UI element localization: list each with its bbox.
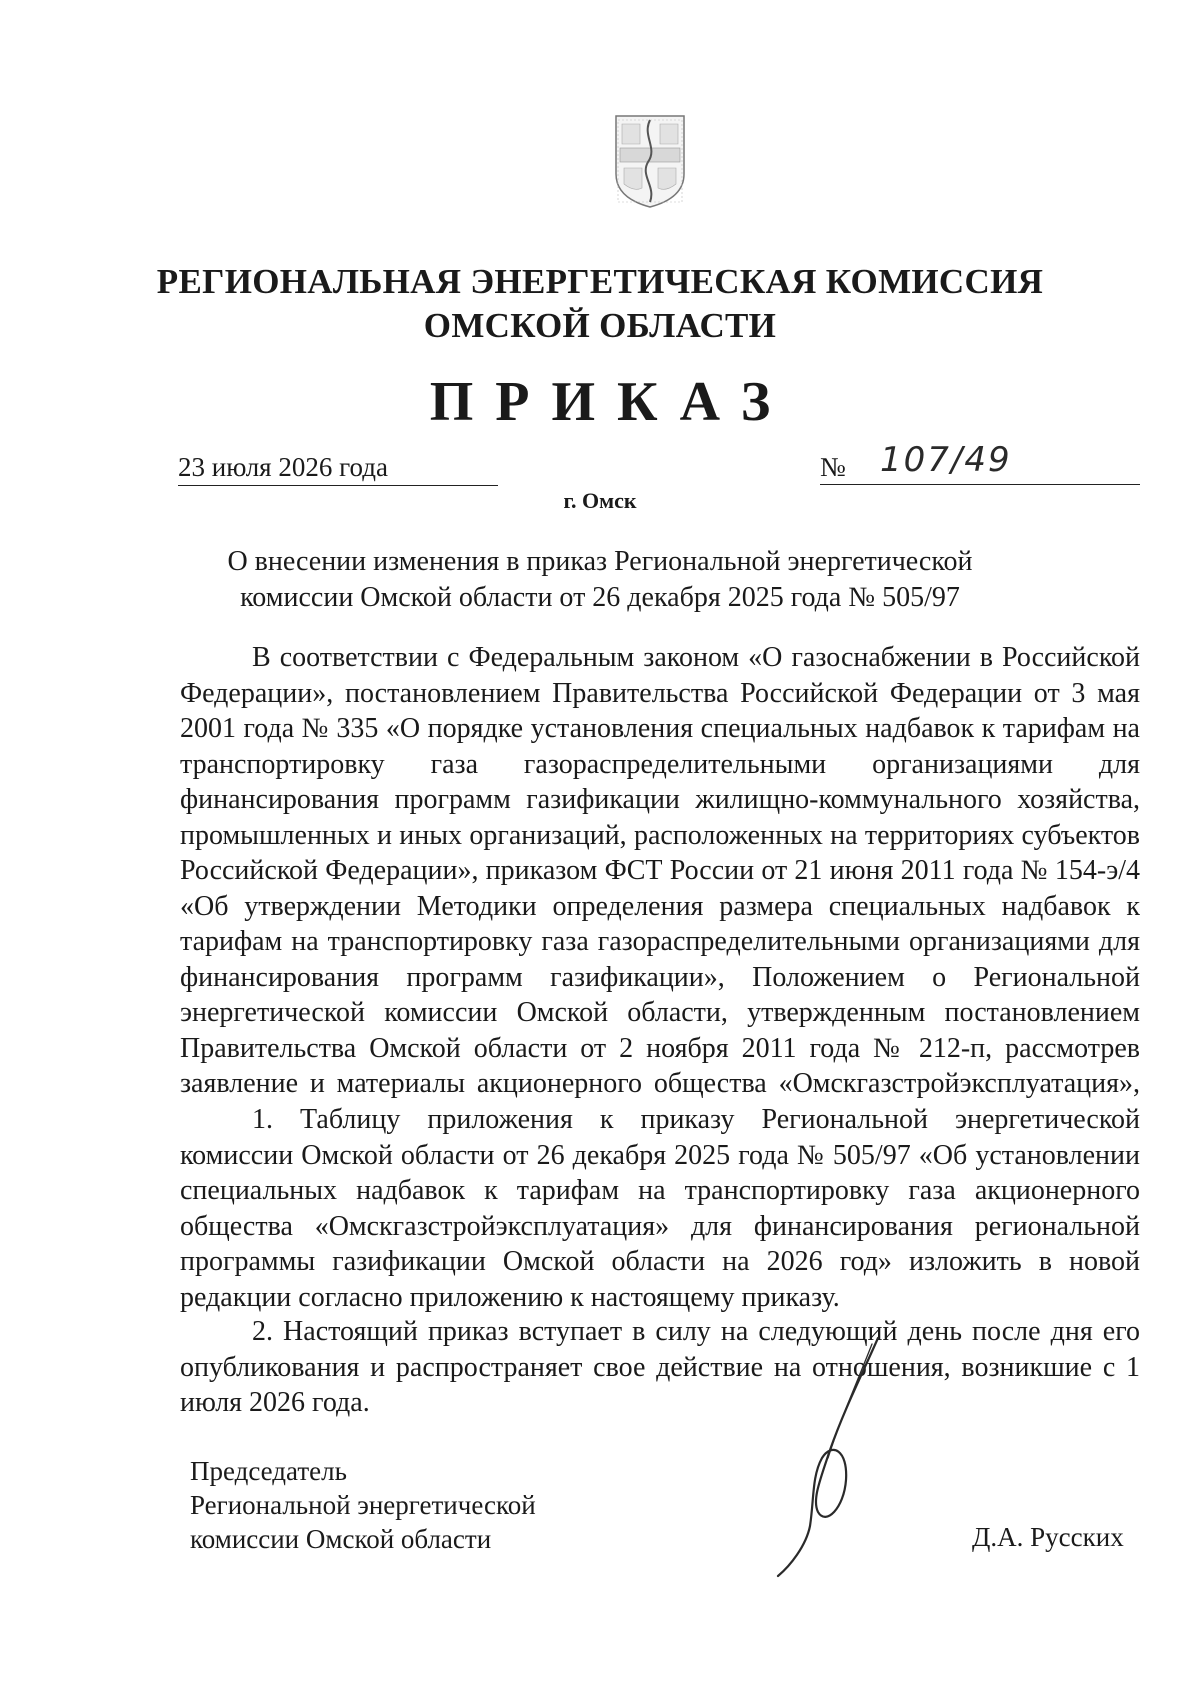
signatory-name: Д.А. Русских [972, 1522, 1124, 1552]
signatory-title [190, 1454, 536, 1556]
subject-line2: комиссии Омской области от 26 декабря 2025 года № 505/97 [240, 582, 960, 613]
organization-name-line2: ОМСКОЙ ОБЛАСТИ [423, 306, 777, 345]
order-body [180, 640, 1140, 1420]
handwritten-signature [760, 1330, 900, 1580]
order-item-1: 1. Таблицу приложения к приказу Региональной энергетической комиссии Омской области от 26 декабря 2025 года № 505/97 «Об установлении специальных надбавок к тарифам на транспортировку газа акционерного общества «Омскгазстройэксплуатация» для финансирования региональной программы газификации Омской области на 2026 год» изложить в новой редакции согласно приложению к настоящему приказу. [180, 1104, 1140, 1313]
preamble-paragraph: В соответствии с Федеральным законом «О газоснабжении в Российской Федерации», постановлением Правительства Российской Федерации от 3 мая 2001 года № 335 «О порядке установления специальных надбавок к тарифам на транспортировку газа газораспределительными организациями для финансирования программ газификации жилищно-коммунального хозяйства, промышленных и иных организаций, расположенных на территориях субъектов Российской Федерации», приказом ФСТ России от 21 июня 2011 года № 154-э/4 «Об утверждении Методики определения размера специальных надбавок к тарифам на транспортировку газа газораспределительными организациями для финансирования программ газификации», Положением о Региональной энергетической комиссии Омской области, утвержденным постановлением Правительства Омской области от 2 ноября 2011 года № 212-п, рассмотрев заявление и материалы акционерного общества «Омскгазстройэксплуатация», [180, 642, 1140, 1099]
document-number: 107/49 [880, 440, 1012, 480]
number-label: № [820, 452, 846, 482]
signatory-title-line3: комиссии Омской области [190, 1524, 492, 1554]
coat-of-arms-icon [612, 112, 688, 210]
signatory-title-line1: Председатель [190, 1456, 347, 1486]
number-underline [820, 484, 1140, 485]
signatory-title-line2: Региональной энергетической [190, 1490, 536, 1520]
subject-line1: О внесении изменения в приказ Региональной энергетической [227, 546, 973, 577]
document-date: 23 июля 2026 года [178, 452, 498, 486]
organization-name-line1: РЕГИОНАЛЬНАЯ ЭНЕРГЕТИЧЕСКАЯ КОМИССИЯ [156, 262, 1044, 301]
document-type-title: ПРИКАЗ [429, 371, 793, 433]
order-item-2: 2. Настоящий приказ вступает в силу на следующий день после дня его опубликования и распространяет свое действие на отношения, возникшие с 1 июля 2026 года. [180, 1316, 1140, 1418]
city-label: г. Омск [563, 488, 637, 513]
